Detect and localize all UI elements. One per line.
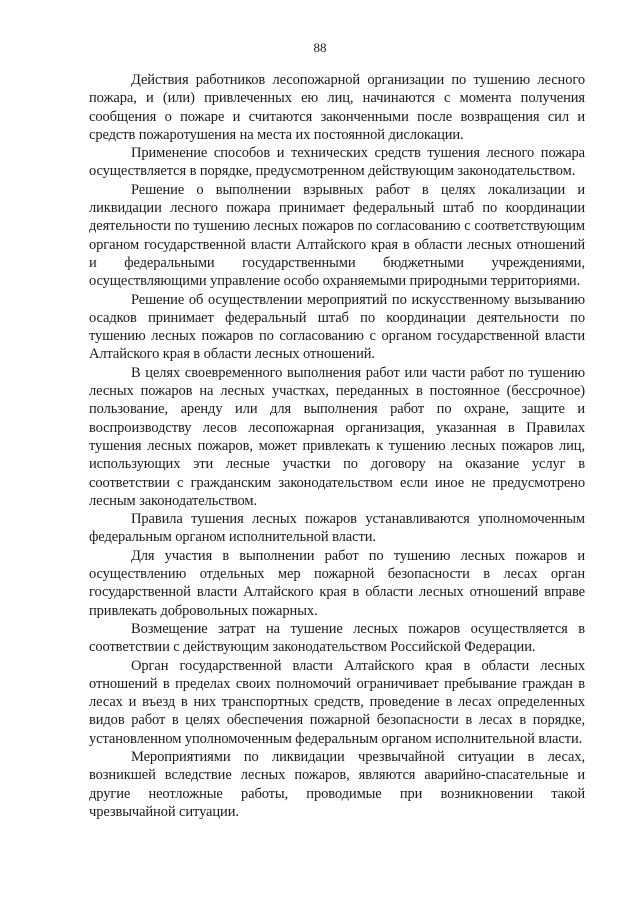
paragraph-methods-and-means: Применение способов и технических средств тушения лесного пожара осуществляется в порядке, предусмотренном действующим законодательством. xyxy=(89,145,585,180)
paragraph-access-restrictions: Орган государственной власти Алтайского края в области лесных отношений в пределах своих полномочий ограничивает пребывание граждан в лесах и въезд в них транспортных средств, проведение в лесах определенных видов работ в целях обеспечения пожарной безопасности в лесах в порядке, установленном уполномоченным федеральным органом исполнительной власти. xyxy=(89,657,585,747)
paragraph-blasting-works: Решение о выполнении взрывных работ в целях локализации и ликвидации лесного пожара принимает федеральный штаб по координации деятельности по тушению лесных пожаров по согласованию с соответствующим органом государственной власти Алтайского края в области лесных отношений и федеральными государственными бюджетными учреждениями, осуществляющими управление особо охраняемыми природными территориями. xyxy=(89,181,585,290)
paragraph-firefighting-rules: Правила тушения лесных пожаров устанавливаются уполномоченным федеральным органом исполнительной власти. xyxy=(89,511,585,546)
document-body xyxy=(89,71,585,821)
paragraph-volunteer-firefighters: Для участия в выполнении работ по тушению лесных пожаров и осуществлению отдельных мер пожарной безопасности в лесах орган государственной власти Алтайского края в области лесных отношений вправе привлекать добровольных пожарных. xyxy=(89,547,585,619)
paragraph-emergency-liquidation: Мероприятиями по ликвидации чрезвычайной ситуации в лесах, возникшей вследствие лесных пожаров, являются аварийно-спасательные и другие неотложные работы, проводимые при возникновении такой чрезвычайной ситуации. xyxy=(89,748,585,820)
paragraph-artificial-precipitation: Решение об осуществлении мероприятий по искусственному вызыванию осадков принимает федеральный штаб по координации деятельности по тушению лесных пожаров по согласованию с органом государственной власти Алтайского края в области лесных отношений. xyxy=(89,291,585,363)
paragraph-firefighting-actions: Действия работников лесопожарной организации по тушению лесного пожара, и (или) привлеченных ею лиц, начинаются с момента получения сообщения о пожаре и считаются законченными после возвращения сил и средств пожаротушения на места их постоянной дислокации. xyxy=(89,72,585,143)
paragraph-involving-land-users: В целях своевременного выполнения работ или части работ по тушению лесных пожаров на лесных участках, переданных в постоянное (бессрочное) пользование, аренду или для выполнения работ по охране, защите и воспроизводству лесов лесопожарная организация, указанная в Правилах тушения лесных пожаров, может привлекать к тушению лесных пожаров лиц, использующих эти лесные участки по договору на оказание услуг в соответствии с гражданским законодательством если иное не предусмотрено лесным законодательством. xyxy=(89,364,585,509)
paragraph-cost-reimbursement: Возмещение затрат на тушение лесных пожаров осуществляется в соответствии с действующим законодательством Российской Федерации. xyxy=(89,620,585,656)
page-number: 88 xyxy=(313,40,327,55)
